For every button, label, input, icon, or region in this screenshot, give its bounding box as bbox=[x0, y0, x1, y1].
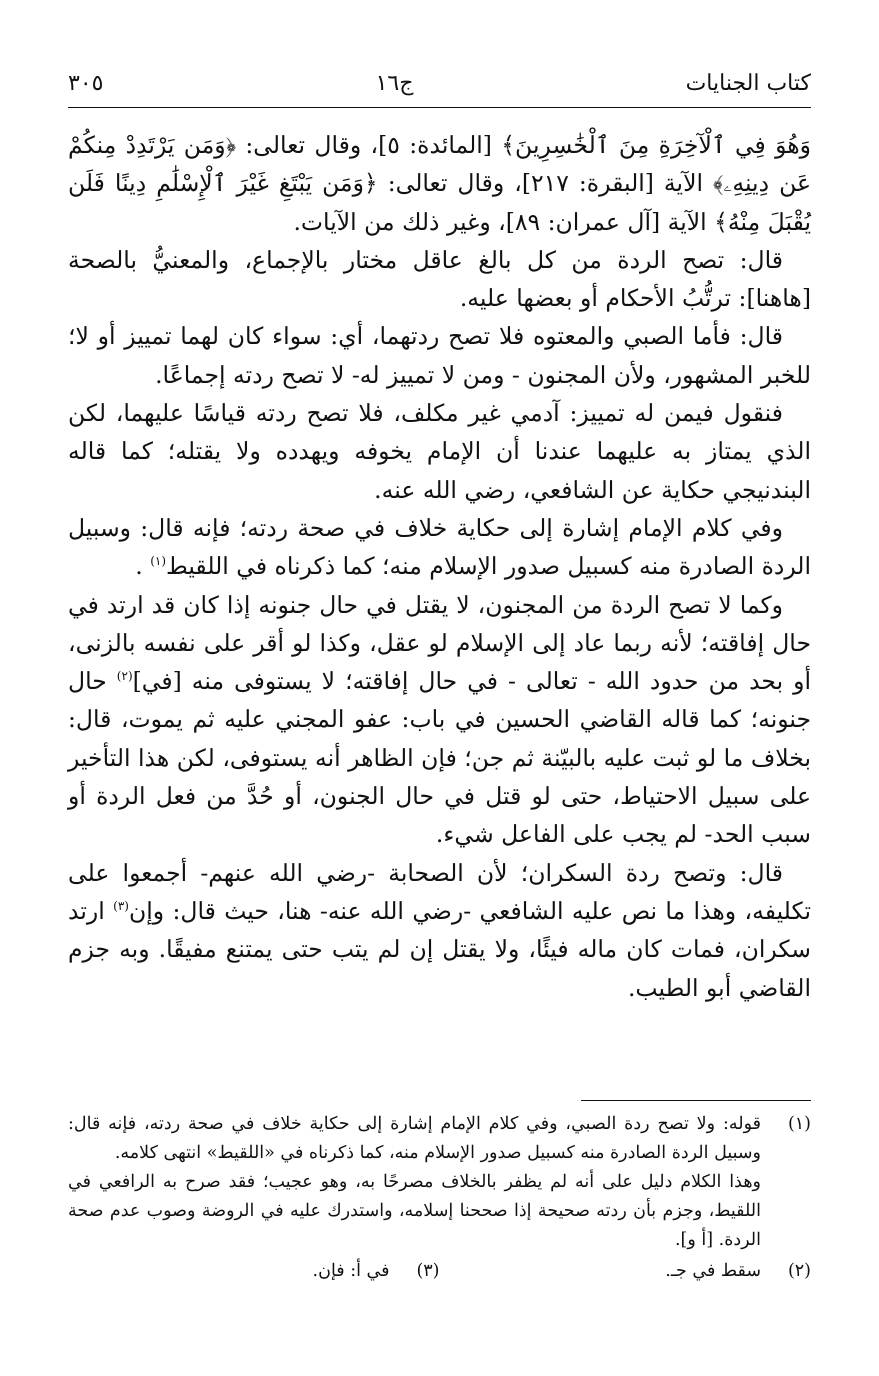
footnote-ref: (٢) bbox=[116, 669, 133, 684]
paragraph bbox=[68, 509, 811, 586]
footnote-ref: (١) bbox=[150, 554, 167, 569]
footnote-3 bbox=[68, 1257, 440, 1286]
paragraph bbox=[68, 854, 811, 1007]
paragraph-text: حال جنونه؛ كما قاله القاضي الحسين في باب: عفو المجني عليه ثم يموت، قال: بخلاف ما لو ثبت عليه بالبيّنة ثم جن؛ فإن الظاهر أنه يستوفى، لكن هذا التأخير على سبيل الاحتياط، حتى لو قتل في حال الجنون، أو حُدَّ من فعل الردة أو سبب الحد- لم يجب على الفاعل شيء. bbox=[68, 667, 811, 849]
footnote-ref: (٣) bbox=[113, 899, 129, 914]
footnote-number: (٣) bbox=[416, 1261, 440, 1281]
paragraph: فنقول فيمن له تمييز: آدمي غير مكلف، فلا تصح ردته قياسًا عليهما، لكن الذي يمتاز به عليهما عندنا أن الإمام يخوفه ويهدده ولا يقتله؛ كما قاله البندنيجي حكاية عن الشافعي، رضي الله عنه. bbox=[68, 399, 811, 504]
paragraph: قال: فأما الصبي والمعتوه فلا تصح ردتهما، أي: سواء كان لهما تمييز أو لا؛ للخبر المشهور، ولأن المجنون - ومن لا تمييز له- لا تصح ردته إجماعًا. bbox=[68, 322, 811, 389]
footnote-text-part: وهذا الكلام دليل على أنه لم يظفر بالخلاف مصرحًا به، وهو عجيب؛ فقد صرح به الرافعي في اللقيط، وجزم بأن ردته صحيحة إذا صححنا إسلامه، واستدرك عليه في الروضة وصوب عدم صحة الردة. [أ و]. bbox=[68, 1172, 761, 1250]
footnotes bbox=[68, 1110, 811, 1286]
footnote-number: (٢) bbox=[787, 1261, 811, 1281]
paragraph bbox=[68, 586, 811, 854]
paragraph-text: ارتد سكران، فمات كان ماله فيئًا، ولا يقتل إن لم يتب حتى يمتنع مفيقًا. وبه جزم القاضي أبو الطيب. bbox=[68, 896, 811, 1002]
footnote-1 bbox=[68, 1110, 811, 1255]
paragraph-text: . bbox=[135, 552, 151, 581]
footnote-text-part: قوله: ولا تصح ردة الصبي، وفي كلام الإمام إشارة إلى حكاية خلاف في صحة ردته، فإنه قال: وسبيل الردة الصادرة منه كسبيل صدور الإسلام منه، كما ذكرناه في «اللقيط» انتهى كلامه. bbox=[68, 1114, 761, 1163]
footnote-text bbox=[68, 1110, 761, 1255]
footnote-text: في أ: فإن. bbox=[312, 1261, 390, 1281]
footnote-2 bbox=[440, 1257, 812, 1286]
paragraph-text: وفي كلام الإمام إشارة إلى حكاية خلاف في صحة ردته؛ فإنه قال: وسبيل الردة الصادرة منه كسبيل صدور الإسلام منه؛ كما ذكرناه في اللقيط bbox=[68, 513, 811, 581]
header-rule bbox=[68, 107, 811, 108]
paragraph: وَهُوَ فِي ٱلْآخِرَةِ مِنَ ٱلْخَٰسِرِينَ﴾ [المائدة: ٥]، وقال تعالى: ﴿وَمَن يَرْتَدِدْ مِنكُمْ عَن دِينِهِۦ﴾ الآية [البقرة: ٢١٧]، وقال تعالى: ﴿وَمَن يَبْتَغِ غَيْرَ ٱلْإِسْلَٰمِ دِينًا فَلَن يُقْبَلَ مِنْهُ﴾ الآية [آل عمران: ٨٩]، وغير ذلك من الآيات. bbox=[68, 131, 811, 236]
footnote-text: سقط في جـ. bbox=[665, 1261, 761, 1281]
book-title: كتاب الجنايات bbox=[685, 70, 811, 96]
footnote-separator bbox=[581, 1100, 811, 1101]
main-text bbox=[68, 126, 811, 1007]
running-header bbox=[68, 66, 811, 100]
page-number: ٣٠٥ bbox=[68, 70, 104, 96]
paragraph: قال: تصح الردة من كل بالغ عاقل مختار بالإجماع، والمعنيُّ بالصحة [هاهنا]: ترتُّبُ الأحكام أو بعضها عليه. bbox=[68, 245, 811, 313]
footnote-row bbox=[68, 1257, 811, 1286]
volume-number: ج١٦ bbox=[375, 70, 414, 96]
paragraph-text: قال: وتصح ردة السكران؛ لأن الصحابة -رضي الله عنهم- أجمعوا على تكليفه، وهذا ما نص عليه الشافعي -رضي الله عنه- هنا، حيث قال: وإن bbox=[68, 858, 811, 925]
footnote-number: (١) bbox=[787, 1114, 811, 1134]
paragraph-text: وكما لا تصح الردة من المجنون، لا يقتل في حال جنونه إذا كان قد ارتد في حال إفاقته؛ لأنه ربما عاد إلى الإسلام لو عقل، وكذا لو أقر على نفسه بالزنى، أو بحد من حدود الله - تعالى - في حال إفاقته؛ لا يستوفى منه [في] bbox=[68, 590, 812, 696]
